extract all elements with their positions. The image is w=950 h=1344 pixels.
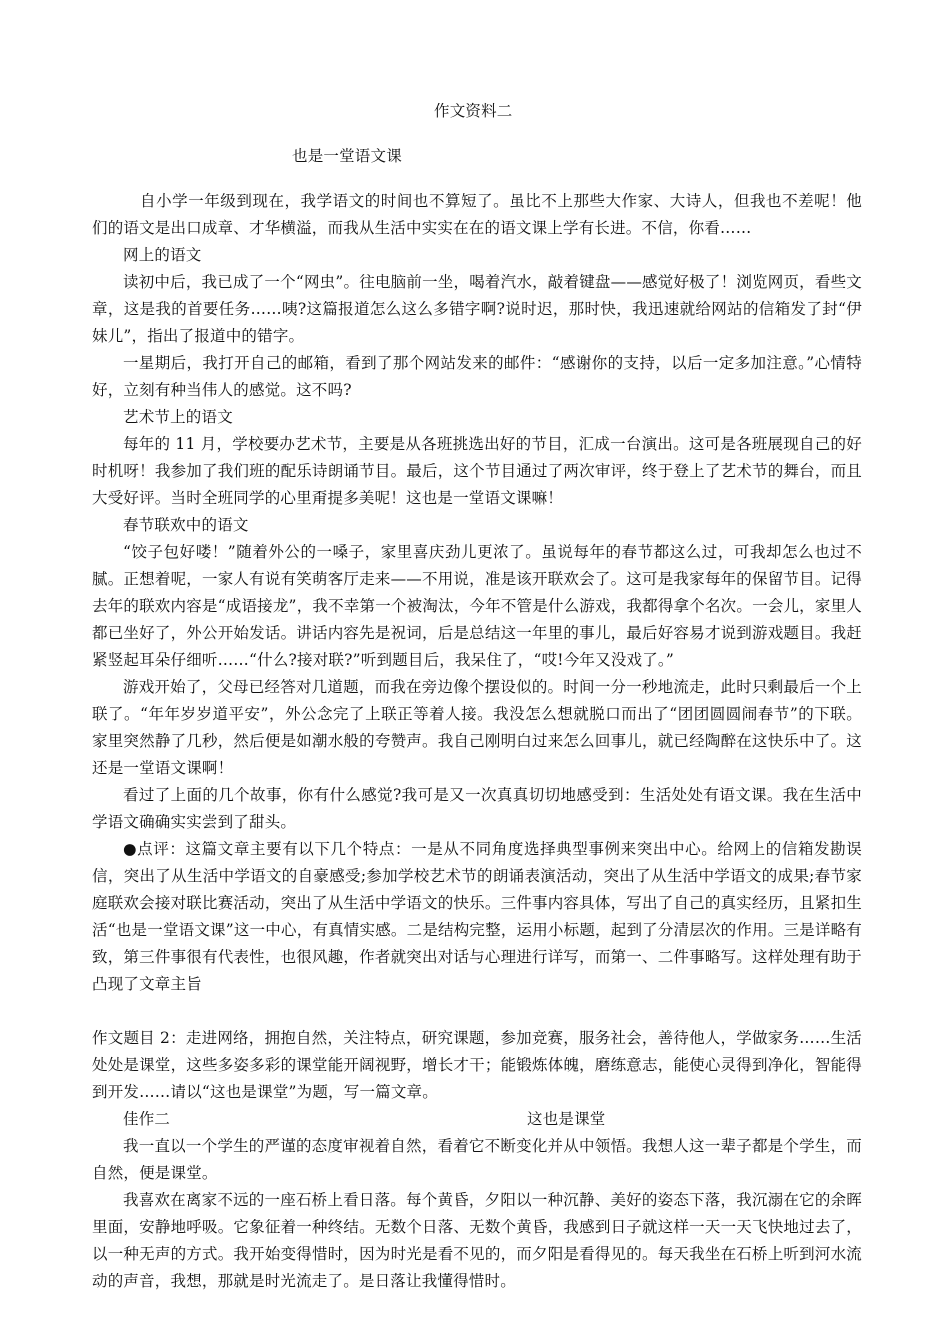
topic-paragraph: 作文题目 2：走进网络，拥抱自然，关注特点，研究课题，参加竞赛，服务社会，善待他人，学做家务……生活处处是课堂，这些多姿多彩的课堂能开阔视野，增长才干；能锻炼体魄，磨练意志，能使心灵得到净化，智能得到开发……请以“这也是课堂”为题，写一篇文章。 [92, 1029, 862, 1101]
comment-paragraph: ●点评：这篇文章主要有以下几个特点：一是从不同角度选择典型事例来突出中心。给网上的信箱发勘误信，突出了从生活中学语文的自豪感受;参加学校艺术节的朗诵表演活动，突出了从生活中学语文的成果;春节家庭联欢会接对联比赛活动，突出了从生活中学语文的快乐。三件事内容具体，写出了自己的真实经历，且紧扣生活“也是一堂语文课”这一中心，有真情实感。二是结构完整，运用小标题，起到了分清层次的作用。三是详略有致，第三件事很有代表性，也很风趣，作者就突出对话与心理进行详写，而第一、二件事略写。这样处理有助于凸现了文章主旨 [92, 840, 862, 993]
essay2-paragraph-2: 我喜欢在离家不远的一座石桥上看日落。每个黄昏，夕阳以一种沉静、美好的姿态下落，我沉溺在它的余晖里面，安静地呼吸。它象征着一种终结。无数个日落、无数个黄昏，我感到日子就这样一天一天飞快地过去了，以一种无声的方式。我开始变得惜时，因为时光是看不见的，而夕阳是看得见的。每天我坐在石桥上听到河水流动的声音，我想，那就是时光流走了。是日落让我懂得惜时。 [92, 1191, 862, 1290]
online-paragraph-2: 一星期后，我打开自己的邮箱，看到了那个网站发来的邮件：“感谢你的支持，以后一定多加注意。”心情特好，立刻有种当伟人的感觉。这不吗? [92, 354, 862, 399]
section-heading-online: 网上的语文 [123, 246, 202, 264]
spring-paragraph-2: 游戏开始了，父母已经答对几道题，而我在旁边像个摆设似的。时间一分一秒地流走，此时只剩最后一个上联了。“年年岁岁道平安”，外公念完了上联正等着人接。我没怎么想就脱口而出了“团团圆圆闹春节”的下联。家里突然静了几秒，然后便是如潮水般的夸赞声。我自己刚明白过来怎么回事儿，就已经陶醉在这快乐中了。这还是一堂语文课啊！ [92, 678, 862, 777]
document-page [92, 98, 862, 1295]
essay2-title: 这也是课堂 [527, 1110, 606, 1128]
essay2-paragraph-1: 我一直以一个学生的严谨的态度审视着自然，看着它不断变化并从中领悟。我想人这一辈子都是个学生，而自然，便是课堂。 [92, 1137, 862, 1182]
essay2-heading-line [92, 1106, 862, 1133]
spring-paragraph-1: “饺子包好喽！”随着外公的一嗓子，家里喜庆劲儿更浓了。虽说每年的春节都这么过，可我却怎么也过不腻。正想着呢，一家人有说有笑萌客厅走来——不用说，准是该开联欢会了。这可是我家每年的保留节目。记得去年的联欢内容是“成语接龙”，我不幸第一个被淘汰，今年不管是什么游戏，我都得拿个名次。一会儿，家里人都已坐好了，外公开始发话。讲话内容先是祝词，后是总结这一年里的事儿，最后好容易才说到游戏题目。我赶紧竖起耳朵仔细听……“什么?接对联?”听到题目后，我呆住了，“哎!今年又没戏了。” [92, 543, 862, 669]
essay1-intro-paragraph: 自小学一年级到现在，我学语文的时间也不算短了。虽比不上那些大作家、大诗人，但我也不差呢！他们的语文是出口成章、才华横溢，而我从生活中实实在在的语文课上学有长进。不信，你看…… [92, 192, 862, 237]
summary-paragraph: 看过了上面的几个故事，你有什么感觉?我可是又一次真真切切地感受到：生活处处有语文课。我在生活中学语文确确实实尝到了甜头。 [92, 786, 862, 831]
section-heading-art: 艺术节上的语文 [123, 408, 233, 426]
document-title: 作文资料二 [434, 102, 513, 120]
essay2-label: 佳作二 [123, 1110, 171, 1128]
online-paragraph-1: 读初中后，我已成了一个“网虫”。往电脑前一坐，喝着汽水，敲着键盘——感觉好极了！浏览网页，看些文章，这是我的首要任务……咦?这篇报道怎么这么多错字啊?说时迟，那时快，我迅速就给网站的信箱发了封“伊妹儿”，指出了报道中的错字。 [92, 273, 862, 345]
essay1-title: 也是一堂语文课 [292, 147, 402, 165]
art-paragraph: 每年的 11 月，学校要办艺术节，主要是从各班挑选出好的节目，汇成一台演出。这可是各班展现自己的好时机呀！我参加了我们班的配乐诗朗诵节目。最后，这个节目通过了两次审评，终于登上了艺术节的舞台，而且大受好评。当时全班同学的心里甭提多美呢！这也是一堂语文课嘛！ [92, 435, 862, 507]
section-heading-spring: 春节联欢中的语文 [123, 516, 249, 534]
blank-line [92, 998, 862, 1025]
